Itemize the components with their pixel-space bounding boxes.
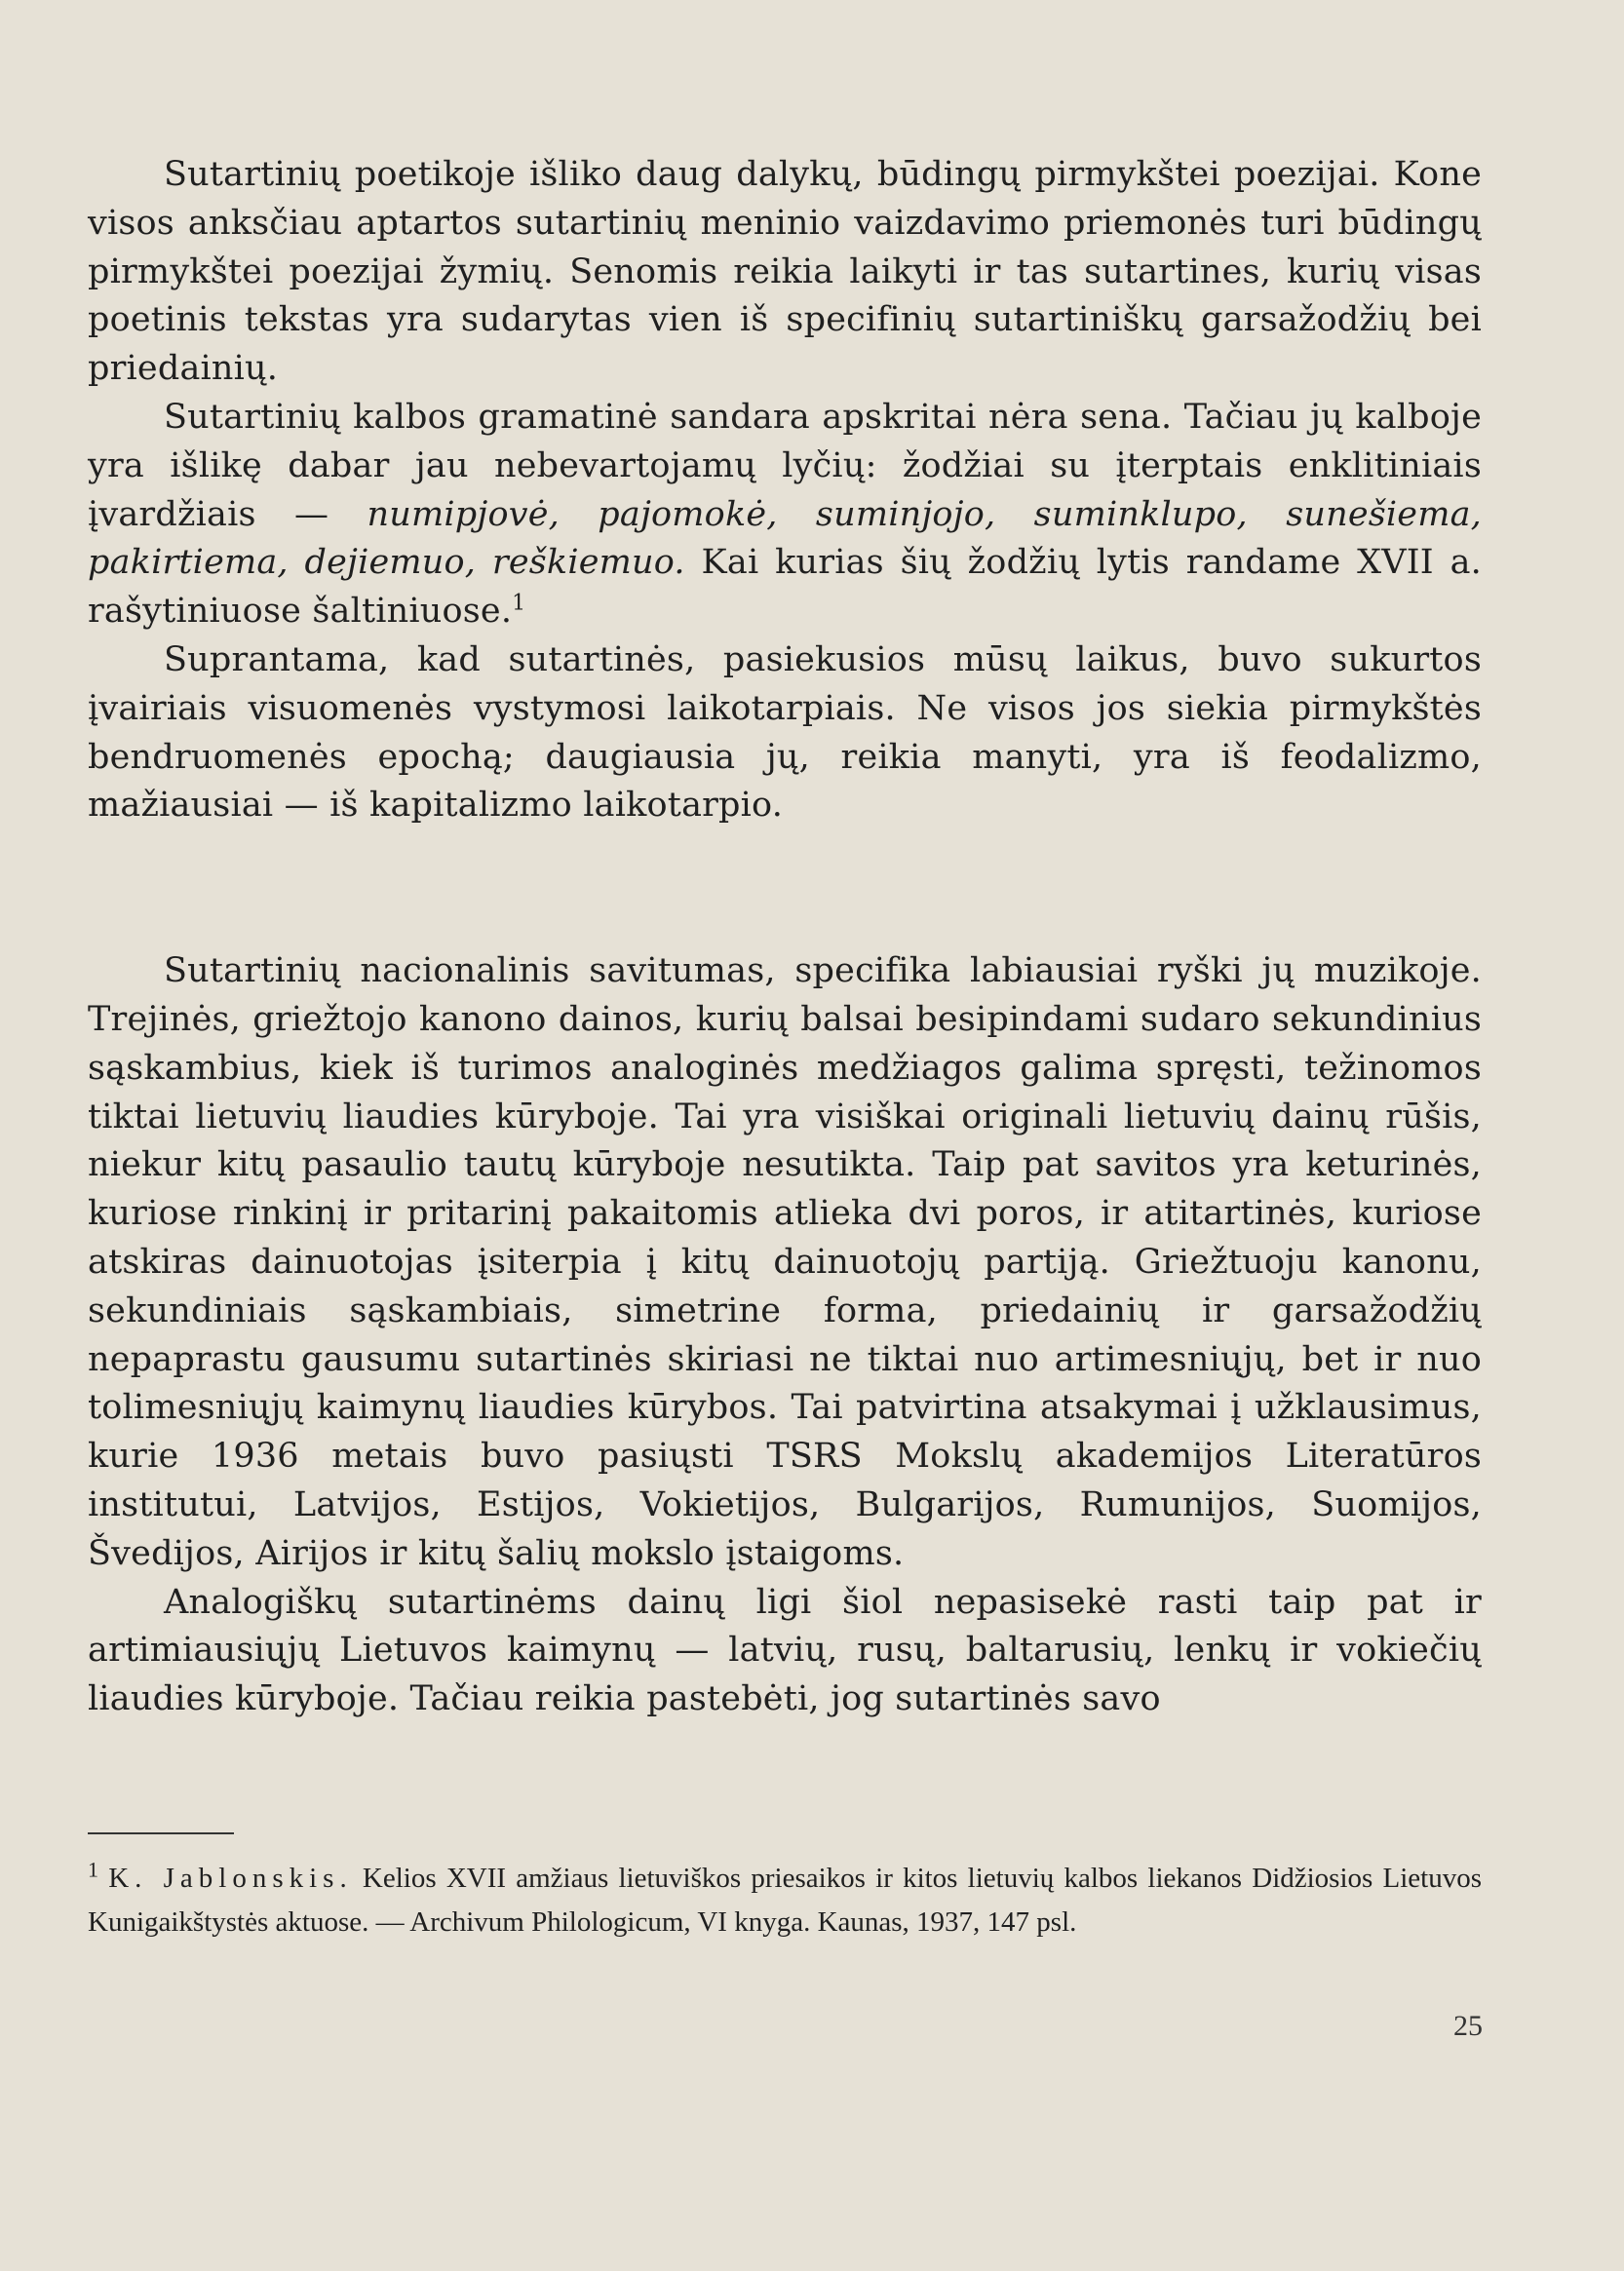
paragraph-3: Suprantama, kad sutartinės, pasiekusios mūsų laikus, buvo sukurtos įvairiais visuomenės vystymosi laikotarpiais. Ne visos jos siekia pirmykštės bendruomenės epochą; daugiausia jų, reikia manyti, yra iš feodalizmo, mažiausiai — iš kapitalizmo laikotarpio. (88, 639, 1482, 826)
paragraph-2-examples: numipjovė, pajomokė, suminjojo, suminklupo, sunešiema, pakirtiema, dejiemuo, reškiemuo. (88, 494, 1483, 583)
footnote-author: K. Jablonskis. (108, 1863, 353, 1894)
footnote-divider (88, 1832, 234, 1834)
footnote-text: Kelios XVII amžiaus lietuviškos priesaikos ir kitos lietuvių kalbos liekanos Didžiosios Lietuvos Kunigaikštystės aktuose. — Archivum Philologicum, VI knyga. Kaunas, 1937, 147 psl. (88, 1863, 1482, 1938)
footnote (88, 1857, 1482, 1944)
paragraph-2-start: Sutartinių kalbos gramatinė sandara apskritai nėra sena. Tačiau jų kalboje yra išlikę dabar jau nebevartojamų lyčių: žodžiai su įterptais enklitiniais įvardžiais — (88, 397, 1482, 534)
footnote-reference: 1 (512, 591, 526, 616)
page-number: 25 (1453, 2010, 1483, 2042)
paragraph-4: Sutartinių nacionalinis savitumas, specifika labiausiai ryški jų muzikoje. Trejinės, griežtojo kanono dainos, kurių balsai besipindami sudaro sekundinius sąskambius, kiek iš turimos analoginės medžiagos galima spręsti, težinomos tiktai lietuvių liaudies kūryboje. Tai yra visiškai originali lietuvių dainų rūšis, niekur kitų pasaulio tautų kūryboje nesutikta. Taip pat savitos yra keturinės, kuriose rinkinį ir pritarinį pakaitomis atlieka dvi poros, ir atitartinės, kuriose atskiras dainuotojas įsiterpia į kitų dainuotojų partiją. Griežtuoju kanonu, sekundiniais sąskambiais, simetrine forma, priedainių ir garsažodžių nepaprastu gausumu sutartinės skiriasi ne tiktai nuo artimesniųjų, bet ir nuo tolimesniųjų kaimynų liaudies kūrybos. Tai patvirtina atsakymai į užklausimus, kurie 1936 metais buvo pasiųsti TSRS Mokslų akademijos Literatūros institutui, Latvijos, Estijos, Vokietijos, Bulgarijos, Rumunijos, Suomijos, Švedijos, Airijos ir kitų šalių mokslo įstaigoms. (88, 951, 1482, 1573)
footnote-marker: 1 (88, 1857, 98, 1882)
paragraph-2 (88, 394, 1482, 636)
body-text (88, 151, 1482, 1724)
section-gap (88, 830, 1482, 947)
paragraph-5: Analogiškų sutartinėms dainų ligi šiol nepasisekė rasti taip pat ir artimiausiųjų Lietuvos kaimynų — latvių, rusų, baltarusių, lenkų ir vokiečių liaudies kūryboje. Tačiau reikia pastebėti, jog sutartinės savo (88, 1582, 1482, 1719)
paragraph-1: Sutartinių poetikoje išliko daug dalykų, būdingų pirmykštei poezijai. Kone visos anksčiau aptartos sutartinių meninio vaizdavimo priemonės turi būdingų pirmykštei poezijai žymių. Senomis reikia laikyti ir tas sutartines, kurių visas poetinis tekstas yra sudarytas vien iš specifinių sutartiniškų garsažodžių bei priedainių. (88, 155, 1482, 389)
paragraph-2-end: Kai kurias šių žodžių lytis randame XVII a. rašytiniuose šaltiniuose. (88, 543, 1482, 632)
